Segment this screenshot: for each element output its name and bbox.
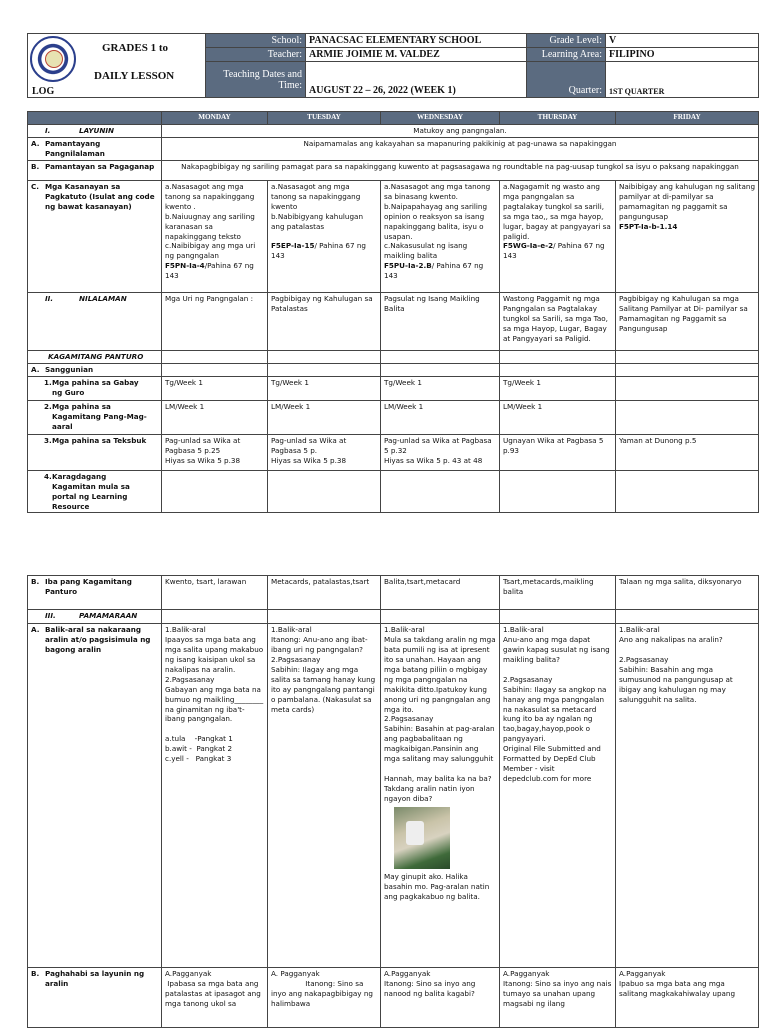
gabay-num: 1. bbox=[44, 377, 52, 387]
balik-friday: 1.Balik-aral Ano ang nakalipas na aralin? 2.Pagsasanay Sabihin: Basahin ang mga sumusunod na pangungusap at ibigay ang kahulugan ng may salungguhit na salita. bbox=[616, 624, 759, 968]
teksbuk-label: Mga pahina sa Teksbuk bbox=[52, 435, 147, 445]
balik-thursday: 1.Balik-aral Anu-ano ang mga dapat gawin kapag susulat ng isang maikling balita? 2.Pagsasanay Sabihin: Ilagay sa angkop na hanay ang mga pangngalan na nakasulat sa metacard kung ito ba ay ngalan ng tao,bagay,hayop,pook o pangyayari. Original File Submitted and Formatted by DepEd Club Member - visit depedclub.com for more bbox=[500, 624, 616, 968]
karagdagang-row bbox=[28, 470, 759, 513]
kagamitan-mag-num: 2. bbox=[44, 401, 52, 411]
teacher-value: ARMIE JOIMIE M. VALDEZ bbox=[306, 48, 527, 62]
kagamitan-mag-label: Mga pahina sa Kagamitang Pang-Mag-aaral bbox=[52, 401, 147, 431]
teksbuk-monday: Pag-unlad sa Wika at Pagbasa 5 p.25 Hiyas sa Wika 5 p.38 bbox=[162, 434, 268, 470]
kasanayan-tuesday: a.Nasasagot ang mga tanong sa napakinggang kwento b.Nabibigyang kahulugan ang patalastas F5EP-Ia-15/ Pahina 67 ng 143 bbox=[268, 180, 381, 292]
paghahabi-monday: A.Pagganyak Ipabasa sa mga bata ang patalastas at ipasagot ang mga tanong ukol sa bbox=[162, 968, 268, 1028]
pamamaraan-label: PAMAMARAAN bbox=[79, 611, 138, 620]
iba-tuesday: Metacards, patalastas,tsart bbox=[268, 576, 381, 610]
paganap-row bbox=[28, 160, 759, 180]
gabay-tuesday: Tg/Week 1 bbox=[268, 376, 381, 400]
title-line2: DAILY LESSON bbox=[94, 70, 175, 82]
pamantayang-num: A. bbox=[31, 138, 40, 148]
layunin-label: LAYUNIN bbox=[79, 126, 115, 135]
paghahabi-row bbox=[28, 968, 759, 1028]
days-header-row bbox=[28, 112, 759, 125]
paghahabi-tuesday: A. Pagganyak Itanong: Sino sa inyo ang nakapagbibigay ng halimbawa bbox=[268, 968, 381, 1028]
iba-wednesday: Balita,tsart,metacard bbox=[381, 576, 500, 610]
paganap-num: B. bbox=[31, 161, 40, 171]
kasanayan-monday: a.Nasasagot ang mga tanong sa napakinggang kwento . b.Naiuugnay ang sariling karanasan sa napakinggang teksto c.Naibibigay ang mga uri ng pangngalan F5PN-Ia-4/Pahina 67 ng 143 bbox=[162, 180, 268, 292]
balik-num: A. bbox=[31, 625, 40, 634]
nilalaman-num: II. bbox=[45, 293, 54, 303]
sanggunian-row bbox=[28, 363, 759, 376]
balik-monday: 1.Balik-aral Ipaayos sa mga bata ang mga salita upang makabuo ng isang kaisipan ukol sa nakalipas na aralin. 2.Pagsasanay Gabayan ang mga bata na bumuo ng maikling________ na ginamitan ng iba't-ibang pangngalan. a.tula -Pangkat 1 b.awit - Pangkat 2 c.yell - Pangkat 3 bbox=[162, 624, 268, 968]
layunin-text: Matukoy ang pangngalan. bbox=[162, 125, 759, 138]
kasanayan-friday: Naibibigay ang kahulugan ng salitang pamilyar at di-pamilyar sa pamamagitan ng paggamit sa pangungusap F5PT-Ia-b-1.14 bbox=[616, 180, 759, 292]
lesson-table-1 bbox=[27, 111, 759, 513]
day-tuesday: TUESDAY bbox=[268, 112, 381, 125]
kagamitan-mag-row bbox=[28, 400, 759, 434]
area-label: Learning Area: bbox=[527, 48, 606, 62]
balik-tuesday: 1.Balik-aral Itanong: Anu-ano ang ibat-ibang uri ng pangngalan? 2.Pagsasanay Sabihin: Ilagay ang mga salita sa tamang hanay kung ito ay pangngalang pantangi o pambalana. (Nakasulat sa meta cards) bbox=[268, 624, 381, 968]
kagamitan-row bbox=[28, 350, 759, 363]
iba-monday: Kwento, tsart, larawan bbox=[162, 576, 268, 610]
kasanayan-row bbox=[28, 180, 759, 292]
karagdagang-label: Karagdagang Kagamitan mula sa portal ng Learning Resource bbox=[52, 471, 130, 511]
teksbuk-num: 3. bbox=[44, 435, 52, 445]
iba-friday: Talaan ng mga salita, diksyonaryo bbox=[616, 576, 759, 610]
paghahabi-thursday: A.Pagganyak Itanong: Sino sa inyo ang nais tumayo sa unahan upang magsabi ng ilang bbox=[500, 968, 616, 1028]
pamamaraan-row bbox=[28, 610, 759, 624]
nilalaman-thursday: Wastong Paggamit ng mga Pangngalan sa Pagtalakay tungkol sa Sarili, sa mga Tao, sa mga Hayop, Lugar, Bagay at Pangyayari sa Paligid. bbox=[500, 292, 616, 350]
nilalaman-monday: Mga Uri ng Pangngalan : bbox=[162, 292, 268, 350]
gabay-wednesday: Tg/Week 1 bbox=[381, 376, 500, 400]
grade-label: Grade Level: bbox=[527, 34, 606, 48]
layunin-num: I. bbox=[45, 126, 51, 135]
iba-num: B. bbox=[31, 577, 40, 586]
kagamitan-mag-wednesday: LM/Week 1 bbox=[381, 400, 500, 434]
pamantayang-text: Naipamamalas ang kakayahan sa mapanuring pakikinig at pag-unawa sa napakinggan bbox=[162, 137, 759, 160]
header-table bbox=[27, 33, 759, 98]
layunin-row bbox=[28, 125, 759, 138]
day-friday: FRIDAY bbox=[616, 112, 759, 125]
dates-label: Teaching Dates and Time: bbox=[206, 62, 306, 98]
iba-label: Iba pang Kagamitang Panturo bbox=[45, 577, 132, 596]
iba-row bbox=[28, 576, 759, 610]
paghahabi-friday: A.Pagganyak Ipabuo sa mga bata ang mga salitang magkakahiwalay upang bbox=[616, 968, 759, 1028]
day-monday: MONDAY bbox=[162, 112, 268, 125]
day-wednesday: WEDNESDAY bbox=[381, 112, 500, 125]
gabay-monday: Tg/Week 1 bbox=[162, 376, 268, 400]
nilalaman-label: NILALAMAN bbox=[79, 293, 127, 303]
kasanayan-wednesday: a.Nasasagot ang mga tanong sa binasang kwento. b.Naipapahayag ang sariling opinion o reaksyon sa isang napakinggang balita, isyu o usapan. c.Nakasusulat ng isang maikling balita F5PU-Ia-2.B/ Pahina 67 ng 143 bbox=[381, 180, 500, 292]
teksbuk-row bbox=[28, 434, 759, 470]
nilalaman-tuesday: Pagbibigay ng Kahulugan sa Patalastas bbox=[268, 292, 381, 350]
kasanayan-label: Mga Kasanayan sa Pagkatuto (Isulat ang code ng bawat kasanayan) bbox=[45, 181, 155, 211]
teacher-label: Teacher: bbox=[206, 48, 306, 62]
paganap-label: Pamantayan sa Pagaganap bbox=[45, 161, 155, 171]
teksbuk-friday: Yaman at Dunong p.5 bbox=[616, 434, 759, 470]
lesson-table-2 bbox=[27, 575, 759, 1028]
sanggunian-num: A. bbox=[31, 364, 40, 374]
balik-wednesday bbox=[381, 624, 500, 968]
nilalaman-row bbox=[28, 292, 759, 350]
teksbuk-thursday: Ugnayan Wika at Pagbasa 5 p.93 bbox=[500, 434, 616, 470]
paghahabi-num: B. bbox=[31, 969, 40, 978]
paghahabi-label: Paghahabi sa layunin ng aralin bbox=[45, 969, 145, 988]
grade-value: V bbox=[606, 34, 759, 48]
nilalaman-wednesday: Pagsulat ng Isang Maikling Balita bbox=[381, 292, 500, 350]
kasanayan-thursday: a.Nagagamit ng wasto ang mga pangngalan sa pagtalakay tungkol sa sarili, sa mga tao,, sa mga hayop, lugar, bagay at pangyayari sa paligid. F5WG-Ia-e-2/ Pahina 67 ng 143 bbox=[500, 180, 616, 292]
kagamitan-mag-thursday: LM/Week 1 bbox=[500, 400, 616, 434]
title-line3: LOG bbox=[32, 86, 55, 97]
karagdagang-num: 4. bbox=[44, 471, 52, 481]
gabay-row bbox=[28, 376, 759, 400]
day-thursday: THURSDAY bbox=[500, 112, 616, 125]
title-line1: GRADES 1 to bbox=[101, 41, 168, 54]
balik-wednesday-bottom: May ginupit ako. Halika basahin mo. Pag-aralan natin ang pagkakabuo ng balita. bbox=[384, 871, 492, 901]
sanggunian-label: Sanggunian bbox=[45, 364, 94, 374]
paganap-text: Nakapagbibigay ng sariling pamagat para sa napakinggang kuwento at pagsasagawa ng roundtable na pag-uusap tungkol sa isyu o paksang napakinggan bbox=[162, 160, 759, 180]
dates-value: AUGUST 22 – 26, 2022 (WEEK 1) bbox=[306, 62, 527, 98]
kagamitan-mag-monday: LM/Week 1 bbox=[162, 400, 268, 434]
gabay-thursday: Tg/Week 1 bbox=[500, 376, 616, 400]
school-label: School: bbox=[206, 34, 306, 48]
balik-label: Balik-aral sa nakaraang aralin at/o pagsisimula ng bagong aralin bbox=[45, 625, 151, 654]
iba-thursday: Tsart,metacards,maikling balita bbox=[500, 576, 616, 610]
pamantayang-row bbox=[28, 137, 759, 160]
kasanayan-num: C. bbox=[31, 181, 40, 191]
kagamitan-label: KAGAMITANG PANTURO bbox=[28, 350, 162, 363]
quarter-value: 1ST QUARTER bbox=[606, 62, 759, 98]
paghahabi-wednesday: A.Pagganyak Itanong: Sino sa inyo ang nanood ng balita kagabi? bbox=[381, 968, 500, 1028]
nilalaman-friday: Pagbibigay ng Kahulugan sa mga Salitang Pamilyar at Di- pamilyar sa Pamamagitan ng Paggamit sa Pangungusap bbox=[616, 292, 759, 350]
quarter-label: Quarter: bbox=[527, 62, 606, 98]
balik-aral-row bbox=[28, 624, 759, 968]
gabay-friday bbox=[616, 376, 759, 400]
gabay-label: Mga pahina sa Gabay ng Guro bbox=[52, 377, 139, 397]
pamantayang-label: Pamantayang Pangnilalaman bbox=[45, 138, 105, 158]
kagamitan-mag-tuesday: LM/Week 1 bbox=[268, 400, 381, 434]
classroom-photo bbox=[394, 807, 450, 869]
kagamitan-mag-friday bbox=[616, 400, 759, 434]
pamamaraan-num: III. bbox=[45, 611, 56, 620]
teksbuk-tuesday: Pag-unlad sa Wika at Pagbasa 5 p. Hiyas sa Wika 5 p.38 bbox=[268, 434, 381, 470]
area-value: FILIPINO bbox=[606, 48, 759, 62]
balik-wednesday-top: 1.Balik-aral Mula sa takdang aralin ng mga bata pumili ng isa at ipresent ito sa unahan. Hayaan ang mga batang piliin o mgbigay ng mga pangngalan na makikita ditto.Ipatukoy kung anong uri ng pangngalan ang mga ito. 2.Pagsasanay Sabihin: Basahin at pag-aralan ang pagbabalitaan ng magkaibigan.Pansinin ang mga salitang may salungguhit Hannah, may balita ka na ba? Takdang aralin natin iyon ngayon diba? bbox=[384, 625, 496, 803]
school-value: PANACSAC ELEMENTARY SCHOOL bbox=[306, 34, 527, 48]
teksbuk-wednesday: Pag-unlad sa Wika at Pagbasa 5 p.32 Hiyas sa Wika 5 p. 43 at 48 bbox=[381, 434, 500, 470]
